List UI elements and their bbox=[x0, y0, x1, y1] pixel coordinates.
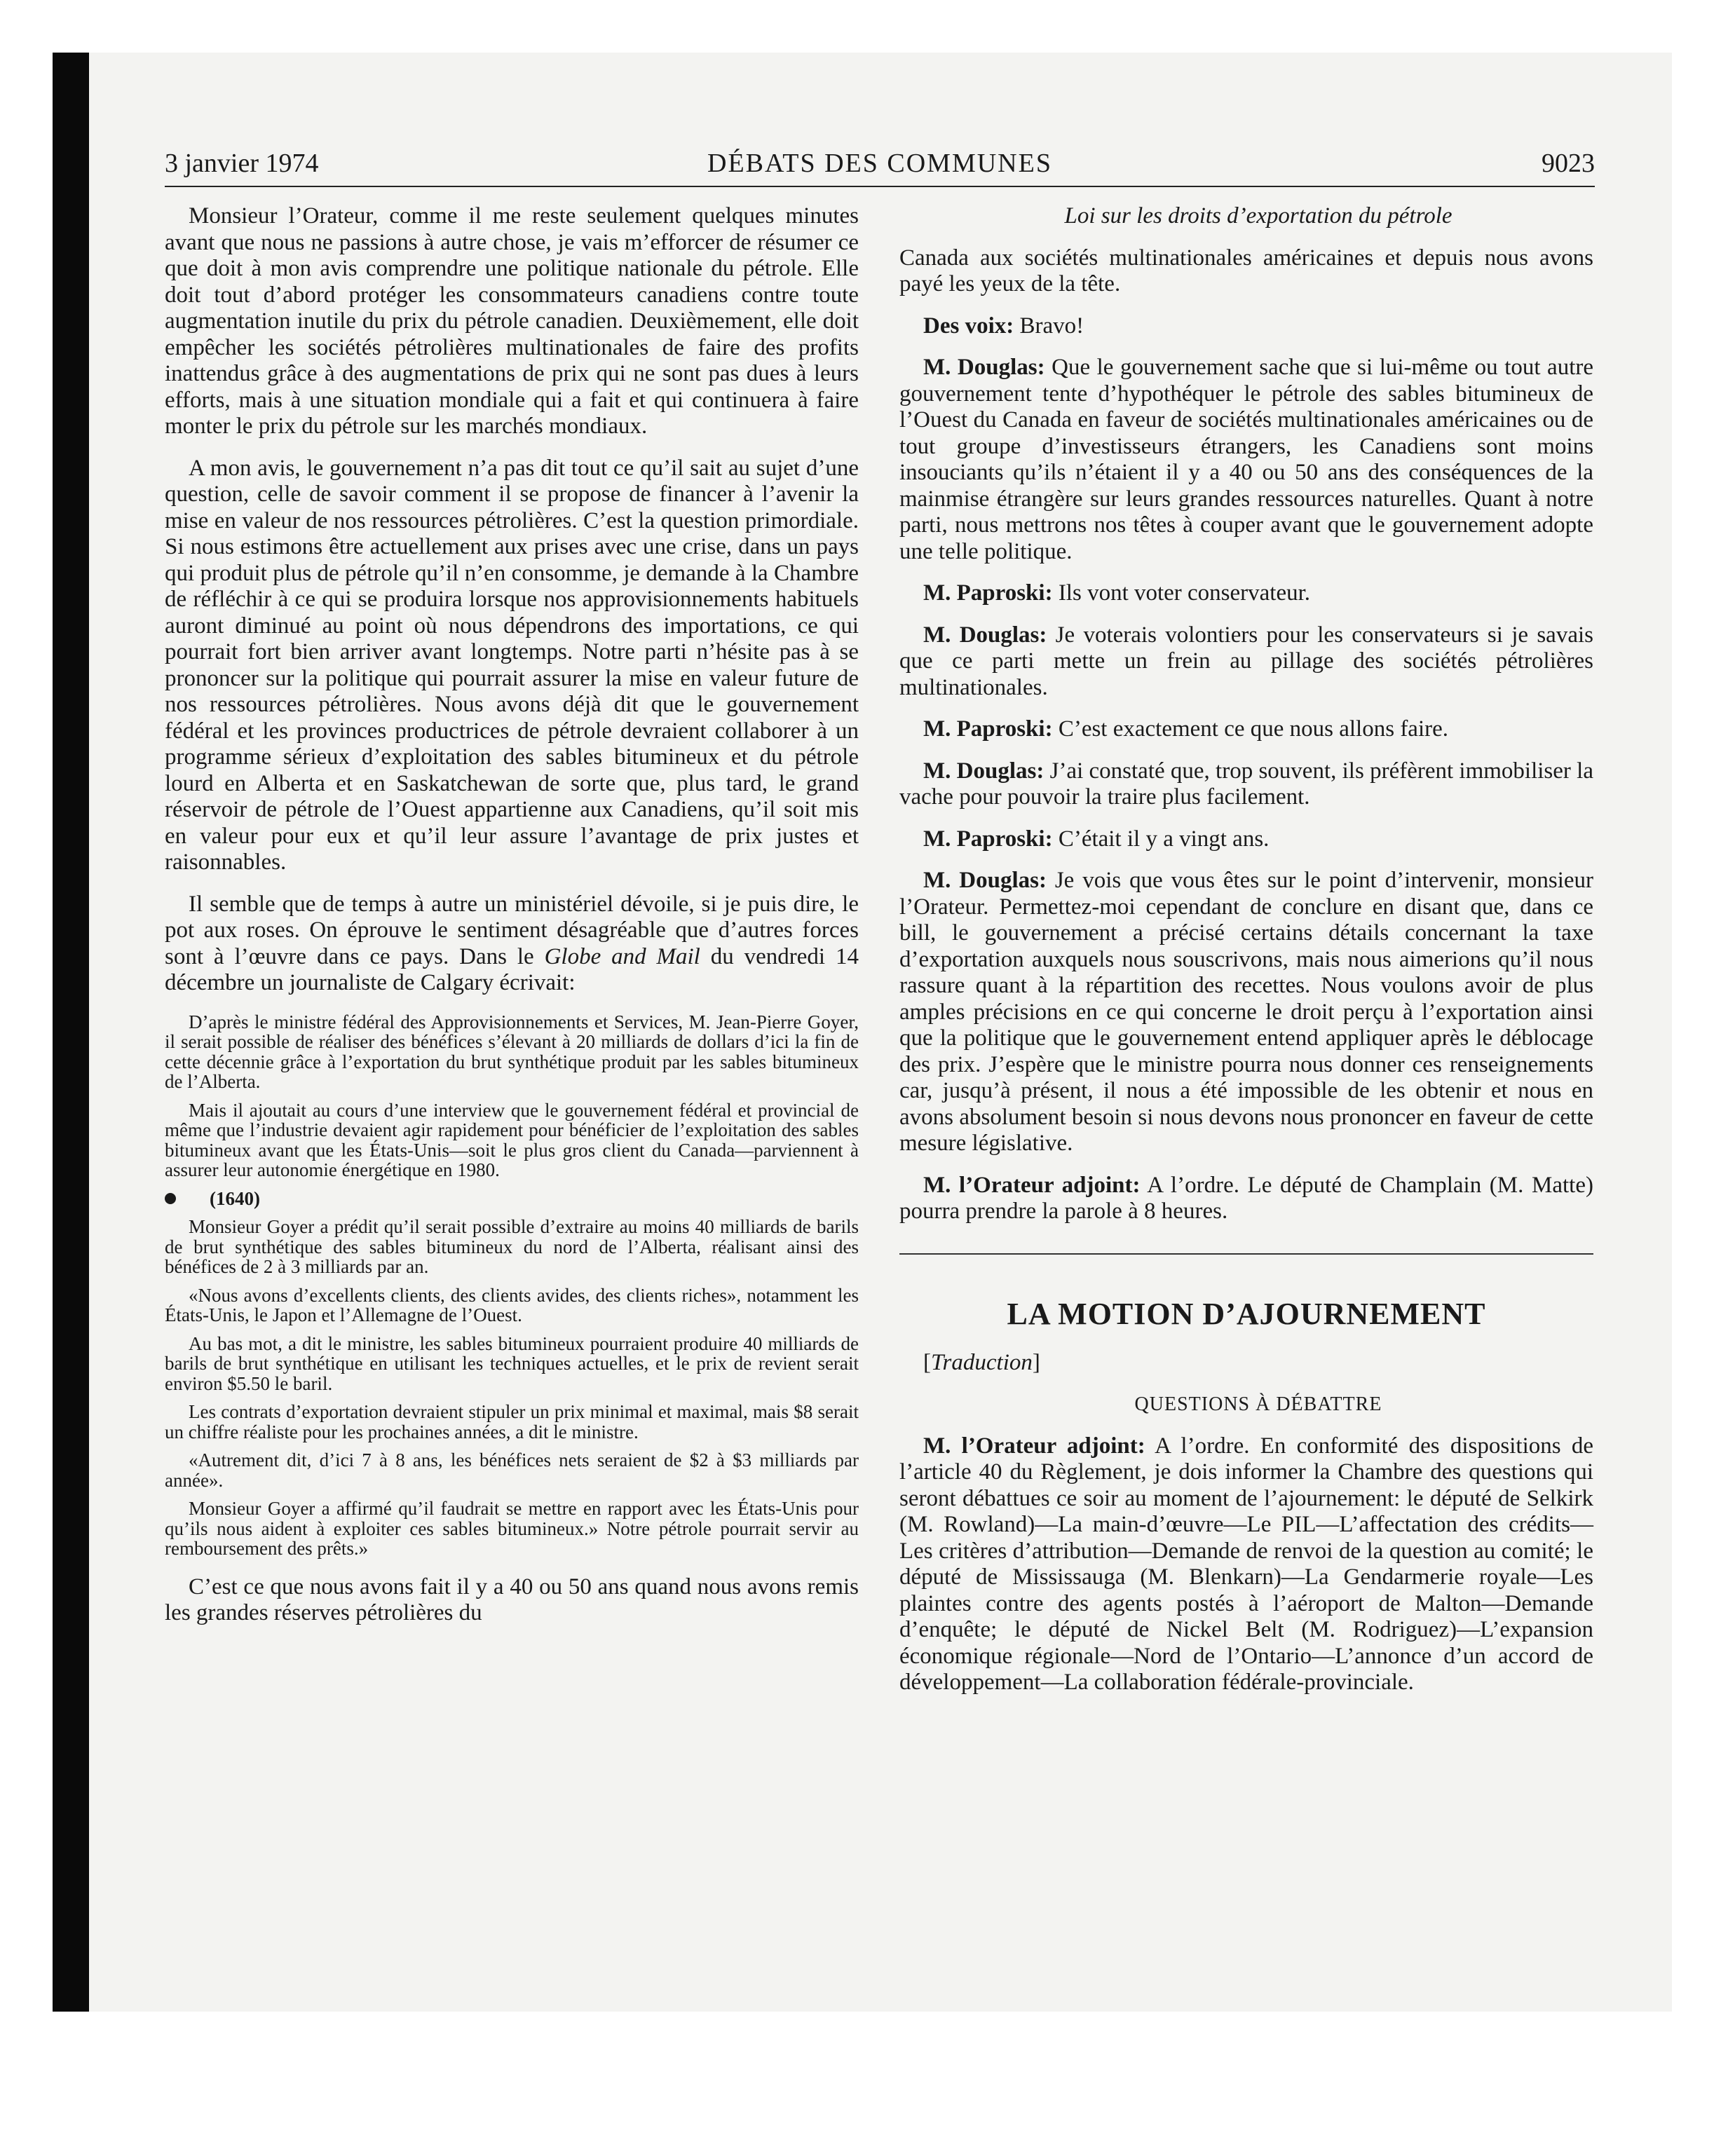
bracket: ] bbox=[1032, 1349, 1040, 1375]
header-date: 3 janvier 1974 bbox=[165, 149, 319, 178]
speaker-name: M. Paproski: bbox=[923, 716, 1053, 742]
speaker-name: M. Douglas: bbox=[923, 758, 1045, 784]
left-column bbox=[165, 203, 859, 1642]
newspaper-title: Globe and Mail bbox=[544, 943, 700, 969]
speech-text: Que le gouvernement sache que si lui-même ou tout autre gouvernement tente d’hypothéquer le pétrole des sables bitumineux de l’Ouest du Canada en faveur de sociétés multinationales américaines ou de tout groupe d’investisseurs étrangers, les Canadiens sont moins insouciants qu’ils n’étaient il y a 40 ou 50 ans des conséquences de la mainmise étrangère sur leurs grandes ressources naturelles. Quant à notre parti, nous mettrons nos têtes à couper avant que le gouvernement adopte une telle politique. bbox=[899, 355, 1593, 564]
speaker-name: M. l’Orateur adjoint: bbox=[923, 1433, 1145, 1459]
text-run: du vendredi 14 décembre un journaliste de Calgary écrivait: bbox=[165, 943, 859, 995]
translation-note bbox=[899, 1350, 1593, 1377]
speaker-name: Des voix: bbox=[923, 313, 1014, 339]
speech bbox=[899, 622, 1593, 702]
speech bbox=[899, 1433, 1593, 1696]
speech-text: Bravo! bbox=[1014, 313, 1084, 339]
paragraph: Canada aux sociétés multinationales américaines et depuis nous avons payé les yeux de la tête. bbox=[899, 245, 1593, 296]
paragraph: A mon avis, le gouvernement n’a pas dit tout ce qu’il sait au sujet d’une question, celle de savoir comment il se propose de financer à l’avenir la mise en valeur de nos ressources pétrolières. C’est la question primordiale. Si nous estimons être actuellement aux prises avec une crise, dans un pays qui produit plus de pétrole qu’il n’en consomme, je demande à la Chambre de réfléchir à ce qui se produira lorsque nos approvisionnements habituels auront diminué au point où nous dépendrons des importations, ce qui pourrait fort bien arriver avant longtemps. Notre parti n’hésite pas à se prononcer sur la politique qui pourrait assurer la mise en valeur future de nos ressources pétrolières. Nous avons déjà dit que le gouvernement fédéral et les provinces productrices de pétrole devraient collaborer à un programme sérieux d’exploitation des sables bitumineux et du pétrole lourd en Alberta et en Saskatchewan de sorte que, plus tard, le grand réservoir de pétrole de l’Ouest appartienne aux Canadiens, qu’il soit mis en valeur pour eux et qu’il leur assure l’avantage de prix justes et raisonnables. bbox=[165, 455, 859, 875]
paragraph bbox=[165, 892, 859, 997]
speech bbox=[899, 355, 1593, 565]
speech bbox=[899, 1173, 1593, 1225]
speaker-name: M. l’Orateur adjoint: bbox=[923, 1172, 1141, 1198]
quote-paragraph: D’après le ministre fédéral des Approvisionnements et Services, M. Jean-Pierre Goyer, il serait possible de réaliser des bénéfices s’élevant à 20 milliards de dollars d’ici la fin de cette décennie grâce à l’exportation du brut synthétique produit par les sables bitumineux de l’Alberta. bbox=[165, 1011, 859, 1092]
quote-paragraph: Les contrats d’exportation devraient stipuler un prix minimal et maximal, mais $8 serait un chiffre réaliste pour les prochaines années, a dit le ministre. bbox=[165, 1401, 859, 1442]
speaker-name: M. Paproski: bbox=[923, 580, 1053, 606]
speech-text: C’est exactement ce que nous allons faire. bbox=[1052, 716, 1449, 742]
speech bbox=[899, 716, 1593, 743]
press-quote bbox=[165, 1012, 859, 1559]
bracket: [ bbox=[923, 1349, 931, 1375]
speech-text: Je voterais volontiers pour les conservateurs si je savais que ce parti mette un frein au pillage des sociétés pétrolières multinationales. bbox=[899, 622, 1593, 700]
page-number: 9023 bbox=[1542, 149, 1595, 178]
speech-text: Je vois que vous êtes sur le point d’intervenir, monsieur l’Orateur. Permettez-moi cependant de conclure en disant que, dans ce bill, le gouvernement a précisé certains détails concernant la taxe d’exportation auxquels nous souscrivons, mais nous aimerions qu’il nous rassure quant à la répartition des recettes. Nous voulons avoir de plus amples précisions en ce qui concerne le droit perçu à l’exportation ainsi que la politique que le gouvernement entend appliquer après le déblocage des prix. J’espère que le ministre pourra nous donner ces renseignements car, jusqu’à présent, il nous a été impossible de les obtenir et nous en avons absolument besoin si nous devons nous prononcer en faveur de cette mesure législative. bbox=[899, 868, 1593, 1156]
timestamp-text: (1640) bbox=[210, 1187, 260, 1209]
speech-text: A l’ordre. En conformité des dispositions de l’article 40 du Règlement, je dois informer la Chambre des questions qui seront débattues ce soir au moment de l’ajournement: le député de Selkirk (M. Rowland)—La main-d’œuvre—Le PIL—L’affectation des crédits—Les critères d’attribution—Demande de renvoi de la question au comité; le député de Mississauga (M. Blenkarn)—La Gendarmerie royale—Les plaintes contre des agents postés à l’aéroport de Malton—Demande d’enquête; le député de Nickel Belt (M. Rodriguez)—L’expansion économique régionale—Nord de l’Ontario—L’annonce d’un accord de développement—La collaboration fédérale-provinciale. bbox=[899, 1433, 1593, 1695]
quote-paragraph: Monsieur Goyer a prédit qu’il serait possible d’extraire au moins 40 milliards de barils de brut synthétique des sables bitumineux du nord de l’Alberta, réalisant ainsi des bénéfices de 2 à 3 milliards par an. bbox=[165, 1216, 859, 1277]
section-divider bbox=[899, 1253, 1593, 1255]
speaker-name: M. Douglas: bbox=[923, 622, 1047, 648]
paragraph: Monsieur l’Orateur, comme il me reste seulement quelques minutes avant que nous ne passions à autre chose, je vais m’efforcer de résumer ce que doit à mon avis comprendre une politique nationale du pétrole. Elle doit tout d’abord protéger les consommateurs canadiens contre toute augmentation inutile du prix du pétrole canadien. Deuxièmement, elle doit empêcher les sociétés pétrolières multinationales de faire des profits inattendus grâce à des augmentations de prix qui ne sont pas dues à leurs efforts, mais à une situation mondiale qui a fait et qui continuera à faire monter le prix du pétrole sur les marchés mondiaux. bbox=[165, 203, 859, 439]
speech bbox=[899, 313, 1593, 340]
quote-paragraph: Mais il ajoutait au cours d’une interview que le gouvernement fédéral et provincial de même que l’industrie devaient agir rapidement pour bénéficier de l’exploitation des sables bitumineux avant que les États-Unis—soit le plus gros client du Canada—parviennent à assurer leur autonomie énergétique en 1980. bbox=[165, 1099, 859, 1180]
header-title: DÉBATS DES COMMUNES bbox=[707, 149, 1052, 178]
running-head: Loi sur les droits d’exportation du pétrole bbox=[1064, 203, 1452, 228]
speech bbox=[899, 826, 1593, 853]
quote-paragraph: Au bas mot, a dit le ministre, les sables bitumineux pourraient produire 40 milliards de barils de brut synthétique en utilisant les techniques actuelles, et le prix de revient serait environ $5.50 le baril. bbox=[165, 1332, 859, 1394]
page-header bbox=[165, 144, 1595, 187]
subheading: QUESTIONS À DÉBATTRE bbox=[1134, 1393, 1382, 1415]
paragraph: C’est ce que nous avons fait il y a 40 ou 50 ans quand nous avons remis les grandes réserves pétrolières du bbox=[165, 1574, 859, 1625]
speaker-name: M. Douglas: bbox=[923, 868, 1047, 893]
speech bbox=[899, 758, 1593, 811]
timestamp bbox=[165, 1189, 859, 1209]
speech bbox=[899, 868, 1593, 1157]
speech-text: C’était il y a vingt ans. bbox=[1052, 826, 1270, 852]
speech-text: A l’ordre. Le député de Champlain (M. Matte) pourra prendre la parole à 8 heures. bbox=[899, 1172, 1593, 1224]
text-run: Il semble que de temps à autre un ministériel dévoile, si je puis dire, le pot aux roses. On éprouve le sentiment désagréable que d’autres forces sont à l’œuvre dans ce pays. Dans le bbox=[165, 891, 859, 969]
section-title: LA MOTION D’AJOURNEMENT bbox=[1007, 1296, 1486, 1331]
speech-text: J’ai constaté que, trop souvent, ils préfèrent immobiliser la vache pour pouvoir la traire plus facilement. bbox=[899, 758, 1593, 810]
right-column bbox=[899, 203, 1593, 1712]
speech bbox=[899, 580, 1593, 607]
scan-edge bbox=[53, 53, 89, 2012]
speaker-name: M. Douglas: bbox=[923, 355, 1045, 380]
bullet-icon bbox=[165, 1193, 176, 1204]
quote-paragraph: «Autrement dit, d’ici 7 à 8 ans, les bénéfices nets seraient de $2 à $3 milliards par année». bbox=[165, 1449, 859, 1491]
quote-paragraph: «Nous avons d’excellents clients, des clients avides, des clients riches», notamment les États-Unis, le Japon et l’Allemagne de l’Ouest. bbox=[165, 1284, 859, 1325]
quote-paragraph: Monsieur Goyer a affirmé qu’il faudrait se mettre en rapport avec les États-Unis pour qu’ils nous aident à exploiter ces sables bitumineux.» Notre pétrole pourrait servir au remboursement des prêts.» bbox=[165, 1498, 859, 1559]
translation-label: Traduction bbox=[931, 1349, 1033, 1375]
speech-text: Ils vont voter conservateur. bbox=[1052, 580, 1311, 606]
speaker-name: M. Paproski: bbox=[923, 826, 1053, 852]
